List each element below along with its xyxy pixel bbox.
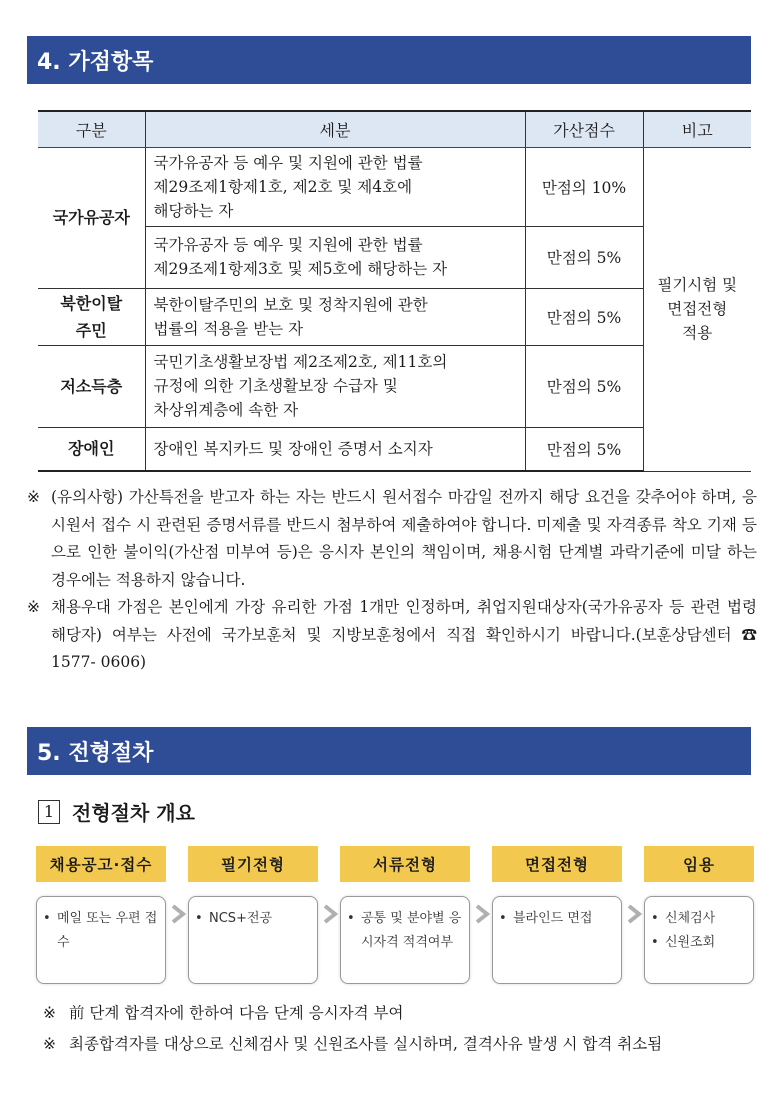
step-item-text: 메일 또는 우편 접수 xyxy=(57,911,158,950)
step-item-text: 신원조회 xyxy=(665,935,716,950)
footnote xyxy=(43,998,755,1029)
section-5-title: 5. 전형절차 xyxy=(37,740,154,766)
subsection-title xyxy=(38,797,195,826)
step-item: • 공통 및 분야별 응시자격 적격여부 xyxy=(347,907,463,955)
table-header-row xyxy=(38,111,751,147)
note-cell xyxy=(643,147,751,471)
detail-line: 북한이탈주민의 보호 및 정착지원에 관한 xyxy=(153,295,428,314)
subsection-number-box: 1 xyxy=(38,800,60,824)
note-line: 면접전형 xyxy=(667,300,728,318)
score-cell: 만점의 5% xyxy=(525,345,643,427)
note-text: 채용우대 가점은 본인에게 가장 유리한 가점 1개만 인정하며, 취업지원대상자(국가유공자 등 관련 법령 해당자) 여부는 사전에 국가보훈처 및 지방보훈청에서 직접 확인하시기 바랍니다.(보훈상담센터 ☎ 1577- 0606) xyxy=(51,598,757,671)
header-score: 가산점수 xyxy=(525,111,643,147)
step-item-text: 공통 및 분야별 응시자격 적격여부 xyxy=(361,911,462,950)
detail-line: 장애인 복지카드 및 장애인 증명서 소지자 xyxy=(153,439,433,458)
process-step xyxy=(340,846,470,984)
detail-cell xyxy=(145,147,525,226)
detail-line: 규정에 의한 기초생활보장 수급자 및 xyxy=(153,377,398,395)
chevron-right-icon xyxy=(169,904,189,924)
process-step xyxy=(188,846,318,984)
step-item: • 블라인드 면접 xyxy=(499,907,615,931)
step-item: • 메일 또는 우편 접수 xyxy=(43,907,159,955)
step-label: 서류전형 xyxy=(340,846,470,882)
chevron-right-icon xyxy=(625,904,645,924)
reference-mark: ※ xyxy=(43,1004,56,1022)
reference-mark: ※ xyxy=(27,598,40,616)
step-item: • 신원조회 xyxy=(651,931,747,955)
score-cell: 만점의 5% xyxy=(525,288,643,345)
note-line: 필기시험 및 xyxy=(657,276,738,294)
step-label: 채용공고·접수 xyxy=(36,846,166,882)
detail-line: 법률의 적용을 받는 자 xyxy=(153,319,304,338)
subsection-title-text: 전형절차 개요 xyxy=(72,801,195,825)
table-row xyxy=(38,147,751,226)
category-cell: 국가유공자 xyxy=(38,147,145,288)
category-line: 북한이탈 xyxy=(60,293,123,313)
detail-cell xyxy=(145,226,525,288)
detail-cell xyxy=(145,288,525,345)
category-cell xyxy=(38,288,145,345)
step-item-text: 블라인드 면접 xyxy=(513,911,593,926)
section-4-title: 4. 가점항목 xyxy=(37,49,154,75)
detail-line: 국가유공자 등 예우 및 지원에 관한 법률 xyxy=(153,236,423,254)
detail-cell xyxy=(145,427,525,471)
header-note: 비고 xyxy=(643,111,751,147)
step-item-text: 신체검사 xyxy=(665,911,716,926)
step-body xyxy=(36,896,166,984)
detail-line: 국민기초생활보장법 제2조제2호, 제11호의 xyxy=(153,353,448,371)
section-4-header xyxy=(27,36,751,84)
category-line: 주민 xyxy=(75,320,107,340)
footnote xyxy=(43,1029,755,1060)
bonus-points-table xyxy=(38,110,751,472)
step-body xyxy=(644,896,754,984)
process-step xyxy=(36,846,166,984)
step-item-text: NCS+전공 xyxy=(209,911,273,926)
step-label: 면접전형 xyxy=(492,846,622,882)
score-cell: 만점의 5% xyxy=(525,427,643,471)
detail-line: 제29조제1항제1호, 제2호 및 제4호에 xyxy=(153,177,413,196)
step-label: 필기전형 xyxy=(188,846,318,882)
selection-process-flow xyxy=(36,846,756,986)
header-detail: 세분 xyxy=(145,111,525,147)
step-body xyxy=(340,896,470,984)
step-body xyxy=(188,896,318,984)
detail-line: 차상위계층에 속한 자 xyxy=(153,401,299,419)
step-item: • 신체검사 xyxy=(651,907,747,931)
note-line: 적용 xyxy=(682,324,713,342)
step-label: 임용 xyxy=(644,846,754,882)
step-item: • NCS+전공 xyxy=(195,907,311,931)
note-item xyxy=(27,594,757,677)
score-cell: 만점의 5% xyxy=(525,226,643,288)
detail-cell xyxy=(145,345,525,427)
caution-notes xyxy=(27,484,757,677)
score-cell: 만점의 10% xyxy=(525,147,643,226)
category-cell: 장애인 xyxy=(38,427,145,471)
reference-mark: ※ xyxy=(27,488,40,506)
footnote-text: 최종합격자를 대상으로 신체검사 및 신원조사를 실시하며, 결격사유 발생 시 합격 취소됨 xyxy=(69,1035,663,1053)
process-footnotes xyxy=(43,998,755,1060)
process-step xyxy=(492,846,622,984)
section-5-header xyxy=(27,727,751,775)
footnote-text: 前 단계 합격자에 한하여 다음 단계 응시자격 부여 xyxy=(69,1004,404,1022)
detail-line: 국가유공자 등 예우 및 지원에 관한 법률 xyxy=(153,153,423,172)
process-step xyxy=(644,846,754,984)
chevron-right-icon xyxy=(321,904,341,924)
chevron-right-icon xyxy=(473,904,493,924)
detail-line: 해당하는 자 xyxy=(153,201,234,220)
detail-line: 제29조제1항제3호 및 제5호에 해당하는 자 xyxy=(153,260,448,278)
note-item xyxy=(27,484,757,594)
step-body xyxy=(492,896,622,984)
reference-mark: ※ xyxy=(43,1035,56,1053)
note-text: (유의사항) 가산특전을 받고자 하는 자는 반드시 원서접수 마감일 전까지 해당 요건을 갖추어야 하며, 응시원서 접수 시 관련된 증명서류를 반드시 첨부하여 제출하여야 합니다. 미제출 및 자격종류 착오 기재 등으로 인한 불이익(가산점 미부여 등)은 응시자 본인의 책임이며, 채용시험 단계별 과락기준에 미달 하는 경우에는 적용하지 않습니다. xyxy=(51,488,757,589)
category-cell: 저소득층 xyxy=(38,345,145,427)
header-category: 구분 xyxy=(38,111,145,147)
